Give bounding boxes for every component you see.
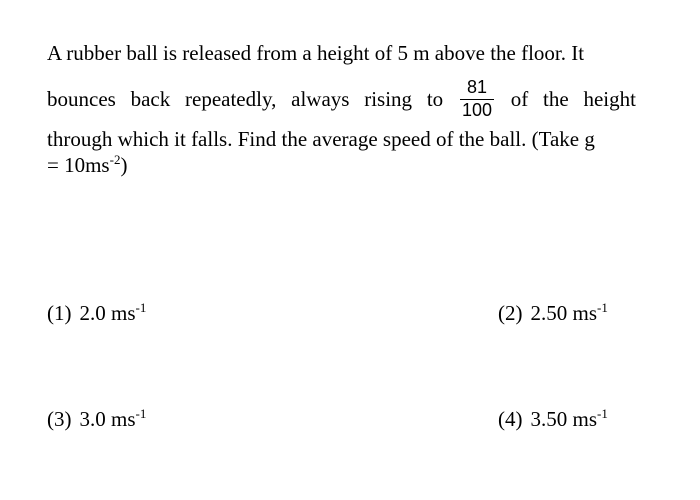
g-value-exponent: -2 xyxy=(109,152,121,167)
word: back xyxy=(130,87,171,112)
option-4[interactable] xyxy=(498,407,608,432)
option-exponent: -1 xyxy=(597,300,608,315)
option-value: 2.50 ms xyxy=(530,301,598,325)
option-3[interactable] xyxy=(47,407,146,432)
option-number: (4) xyxy=(498,407,523,431)
question-line-2 xyxy=(47,78,636,121)
word: of xyxy=(510,87,529,112)
fraction-numerator: 81 xyxy=(466,77,487,97)
word: rising xyxy=(364,87,413,112)
option-exponent: -1 xyxy=(135,406,147,421)
option-exponent: -1 xyxy=(135,300,147,315)
g-value-suffix: ) xyxy=(120,153,128,177)
option-value: 3.0 ms xyxy=(79,407,136,431)
word: repeatedly, xyxy=(185,87,277,112)
option-value: 2.0 ms xyxy=(79,301,136,325)
g-value-prefix: = 10ms xyxy=(47,153,110,177)
option-number: (2) xyxy=(498,301,523,325)
option-value: 3.50 ms xyxy=(530,407,598,431)
option-number: (1) xyxy=(47,301,72,325)
fraction-denominator: 100 xyxy=(461,99,492,120)
option-exponent: -1 xyxy=(597,406,608,421)
word: bounces xyxy=(47,87,116,112)
word: always xyxy=(291,87,350,112)
word: height xyxy=(583,87,636,112)
option-2[interactable] xyxy=(498,301,608,326)
word: the xyxy=(543,87,569,112)
question-line-3: through which it falls. Find the average speed of the ball. (Take g xyxy=(47,127,595,151)
fraction-81-over-100 xyxy=(460,78,494,121)
question-line-4 xyxy=(47,152,127,178)
option-1[interactable] xyxy=(47,301,146,326)
question-line-1: A rubber ball is released from a height of 5 m above the floor. It xyxy=(47,41,585,65)
word: to xyxy=(426,87,444,112)
option-number: (3) xyxy=(47,407,72,431)
